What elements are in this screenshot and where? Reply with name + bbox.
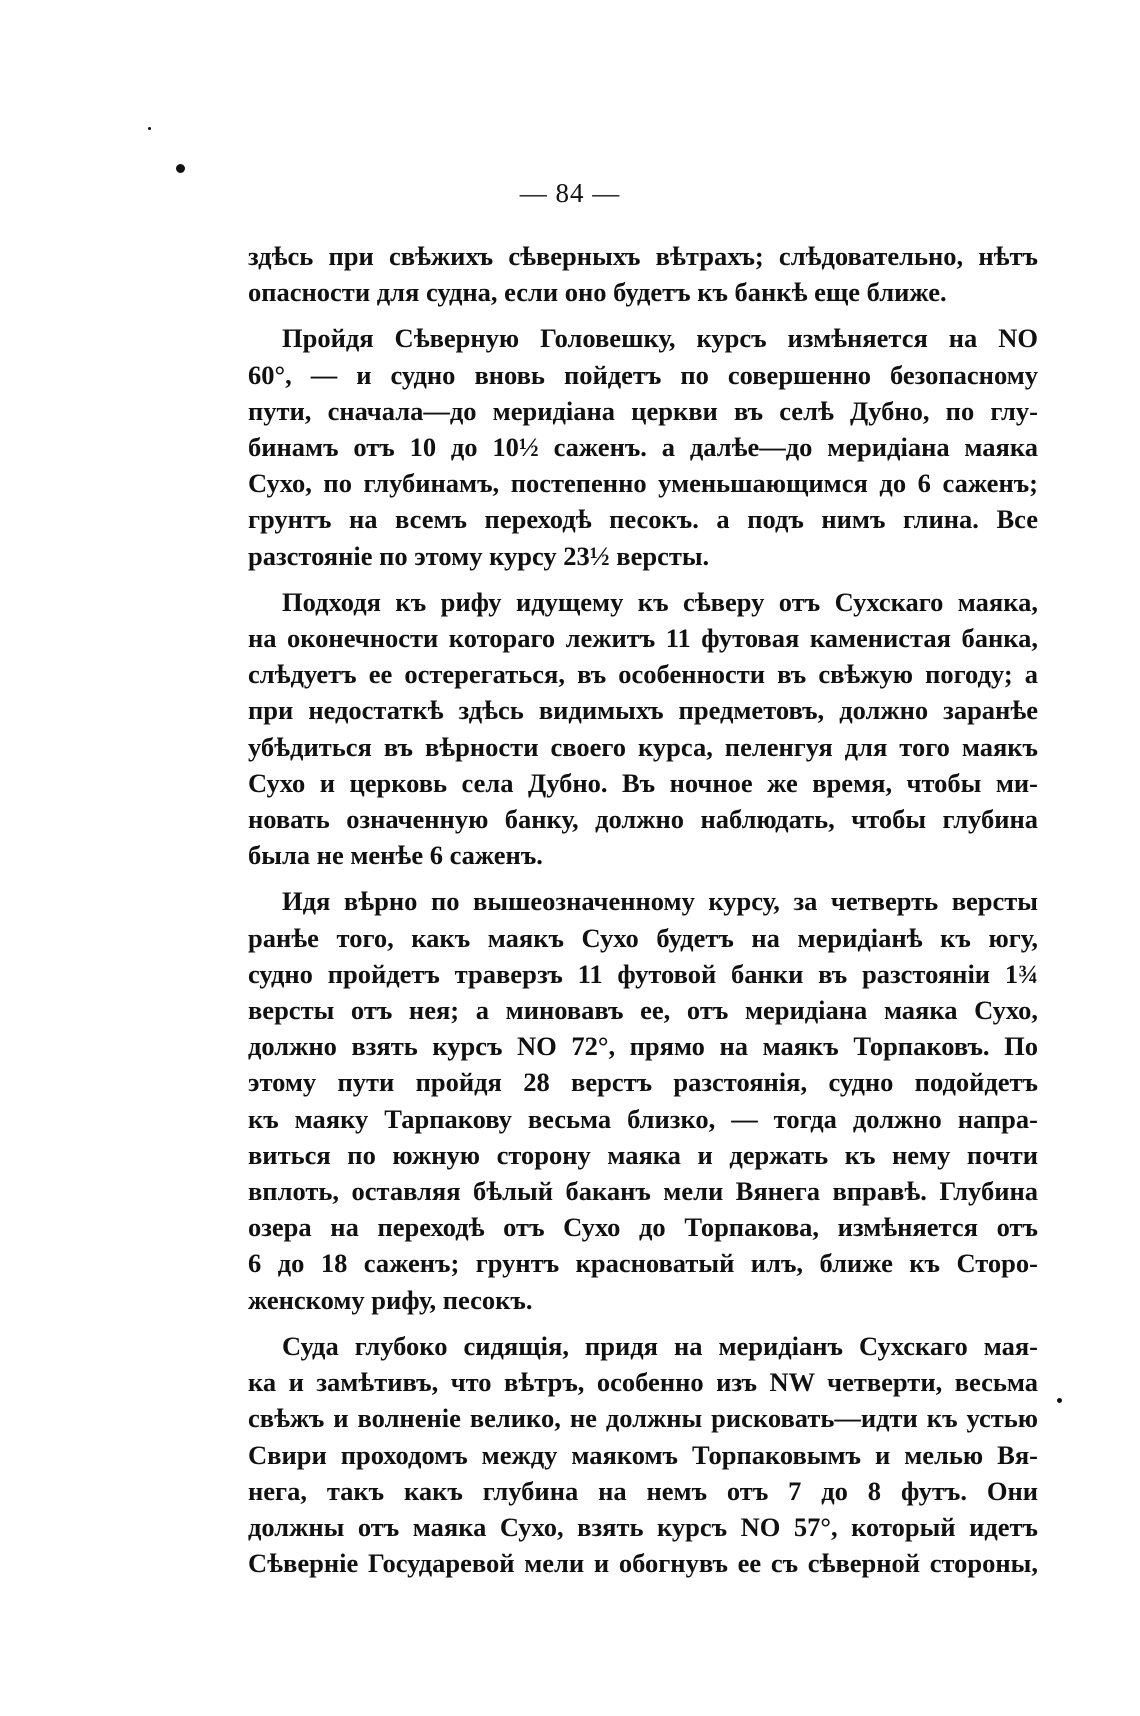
text-line: пути, сначала—до меридіана церкви въ селѣ Дубно, по глу- — [248, 395, 1038, 426]
paragraph-3 — [248, 584, 1038, 874]
text-line: Сухо и церковь села Дубно. Въ ночное же время, чтобы ми- — [248, 767, 1038, 798]
text-line: Пройдя Сѣверную Головешку, курсъ измѣняется на NO — [282, 323, 1038, 354]
paragraph-2 — [248, 320, 1038, 573]
paragraph-5 — [248, 1328, 1038, 1581]
text-line: слѣдуетъ ее остерегаться, въ особенности въ свѣжую погоду; а — [248, 659, 1038, 690]
ink-speck — [1057, 1398, 1062, 1403]
text-line: убѣдиться въ вѣрности своего курса, пеленгуя для того маякъ — [248, 731, 1038, 762]
text-line: Идя вѣрно по вышеозначенному курсу, за четверть версты — [282, 886, 1038, 917]
text-line: озера на переходѣ отъ Сухо до Торпакова, измѣняется отъ — [248, 1212, 1038, 1243]
text-line: грунтъ на всемъ переходѣ песокъ. а подъ нимъ глина. Все — [248, 504, 1038, 535]
text-line: должно взять курсъ NO 72°, прямо на маякъ Торпаковъ. По — [248, 1031, 1038, 1062]
text-line: бинамъ отъ 10 до 10½ саженъ. а далѣе—до меридіана маяка — [248, 432, 1038, 463]
text-line: на оконечности котораго лежитъ 11 футовая каменистая банка, — [248, 623, 1038, 654]
paragraph-4 — [248, 883, 1038, 1317]
text-line: судно пройдетъ траверзъ 11 футовой банки въ разстояніи 1¾ — [248, 958, 1038, 989]
text-line: должны отъ маяка Сухо, взять курсъ NO 57°, который идетъ — [248, 1511, 1038, 1542]
text-line: 6 до 18 саженъ; грунтъ красноватый илъ, ближе къ Сторо- — [248, 1248, 1038, 1279]
text-line: была не менѣе 6 саженъ. — [248, 840, 543, 871]
text-line: версты отъ нея; а миновавъ ее, отъ меридіана маяка Сухо, — [248, 995, 1038, 1026]
body-text — [248, 238, 1038, 1581]
text-line: вплоть, оставляя бѣлый баканъ мели Вянега вправѣ. Глубина — [248, 1176, 1038, 1207]
text-line: нега, такъ какъ глубина на немъ отъ 7 до 8 футъ. Они — [248, 1475, 1038, 1506]
text-line: 60°, — и судно вновь пойдетъ по совершенно безопасному — [248, 359, 1038, 390]
text-line: свѣжъ и волненіе велико, не должны рисковать—идти къ устью — [248, 1403, 1038, 1434]
ink-speck — [148, 127, 151, 130]
text-line: опасности для судна, если оно будетъ къ банкѣ еще ближе. — [248, 277, 947, 308]
page-number: — 84 — — [519, 178, 621, 208]
text-line: виться по южную сторону маяка и держать къ нему почти — [248, 1139, 1038, 1170]
text-line: Сухо, по глубинамъ, постепенно уменьшающимся до 6 саженъ; — [248, 468, 1038, 499]
text-line: Свири проходомъ между маякомъ Торпаковымъ и мелью Вя- — [248, 1439, 1038, 1470]
text-line: ранѣе того, какъ маякъ Сухо будетъ на меридіанѣ къ югу, — [248, 922, 1038, 953]
paragraph-1 — [248, 238, 1038, 310]
text-line: разстояніе по этому курсу 23½ версты. — [248, 540, 710, 571]
text-line: женскому рифу, песокъ. — [248, 1284, 533, 1315]
text-line: ка и замѣтивъ, что вѣтръ, особенно изъ NW четверти, весьма — [248, 1367, 1038, 1398]
text-line: этому пути пройдя 28 верстъ разстоянія, судно подойдетъ — [248, 1067, 1038, 1098]
text-line: новать означенную банку, должно наблюдать, чтобы глубина — [248, 804, 1038, 835]
text-line: Сѣверніе Государевой мели и обогнувъ ее съ сѣверной стороны, — [248, 1548, 1038, 1579]
text-line: при недостаткѣ здѣсь видимыхъ предметовъ, должно заранѣе — [248, 695, 1038, 726]
text-line: Подходя къ рифу идущему къ сѣверу отъ Сухскаго маяка, — [282, 586, 1038, 617]
text-line: Суда глубоко сидящія, придя на меридіанъ Сухскаго мая- — [282, 1330, 1038, 1361]
text-line: къ маяку Тарпакову весьма близко, — тогда должно напра- — [248, 1103, 1038, 1134]
text-line: здѣсь при свѣжихъ сѣверныхъ вѣтрахъ; слѣдовательно, нѣтъ — [248, 241, 1038, 271]
ink-speck — [176, 164, 185, 173]
